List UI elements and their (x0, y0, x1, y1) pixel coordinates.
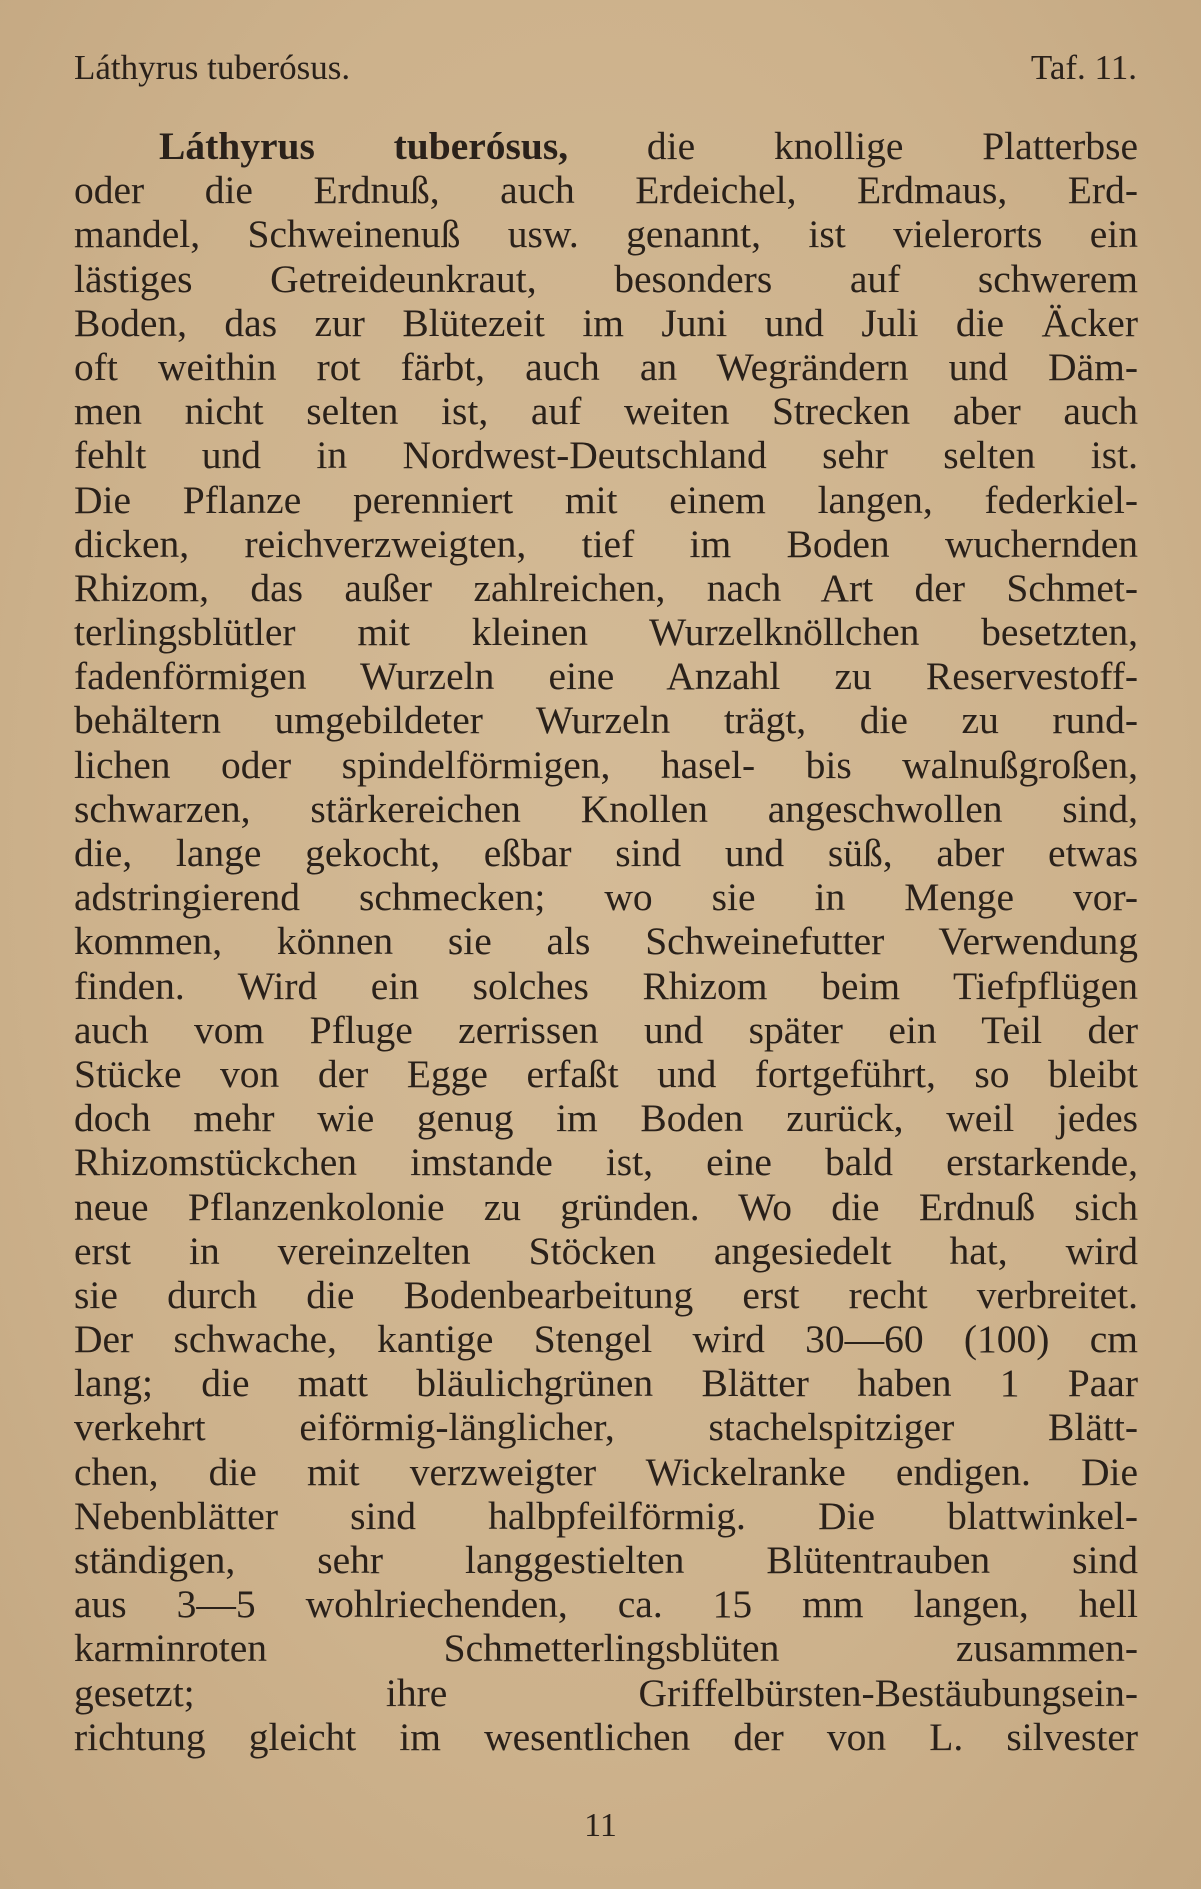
text-line: aus 3—5 wohlriechenden, ca. 15 mm langen, hell (74, 1582, 1138, 1627)
text-line: Die Pflanze perenniert mit einem langen, federkiel- (74, 477, 1138, 522)
text-line: oft weithin rot färbt, auch an Wegrändern und Däm- (74, 344, 1138, 389)
text-line: neue Pflanzenkolonie zu gründen. Wo die Erdnuß sich (74, 1184, 1138, 1229)
text-line: chen, die mit verzweigter Wickelranke endigen. Die (74, 1449, 1138, 1494)
header-species-title: Láthyrus tuberósus. (74, 48, 351, 87)
text-line: finden. Wird ein solches Rhizom beim Tiefpflügen (74, 963, 1138, 1008)
text-line: Rhizom, das außer zahlreichen, nach Art der Schmet- (74, 565, 1138, 610)
text-line: Boden, das zur Blütezeit im Juni und Juli die Äcker (74, 300, 1138, 345)
text-line: oder die Erdnuß, auch Erdeichel, Erdmaus, Erd- (74, 168, 1138, 213)
text-line: Der schwache, kantige Stengel wird 30—60 (100) cm (74, 1317, 1138, 1362)
body-text (74, 124, 1138, 1759)
text-line: mandel, Schweinenuß usw. genannt, ist vielerorts ein (74, 212, 1138, 257)
text-line: karminroten Schmetterlingsblüten zusammen- (74, 1626, 1138, 1671)
text-line: verkehrt eiförmig-länglicher, stachelspitziger Blätt- (74, 1405, 1138, 1450)
species-name-bold: Láthyrus tuberósus, (159, 124, 569, 168)
text-line: richtung gleicht im wesentlichen der von L. silvester (74, 1714, 1138, 1759)
text-line: kommen, können sie als Schweinefutter Verwendung (74, 919, 1138, 964)
text-line: fadenförmigen Wurzeln eine Anzahl zu Reservestoff- (74, 654, 1138, 699)
text-line: adstringierend schmecken; wo sie in Menge vor- (74, 875, 1138, 920)
text-line: dicken, reichverzweigten, tief im Boden wuchernden (74, 521, 1138, 566)
text-line: Stücke von der Egge erfaßt und fortgeführt, so bleibt (74, 1051, 1138, 1096)
text-line: lang; die matt bläulichgrünen Blätter haben 1 Paar (74, 1361, 1138, 1406)
text-line: ständigen, sehr langgestielten Blütentrauben sind (74, 1538, 1138, 1582)
text-line: Láthyrus tuberósus, die knollige Platterbse (159, 124, 1138, 168)
text-line: auch vom Pfluge zerrissen und später ein Teil der (74, 1007, 1138, 1052)
text-line: terlingsblütler mit kleinen Wurzelknöllchen besetzten, (74, 610, 1138, 655)
text-line: Rhizomstückchen imstande ist, eine bald erstarkende, (74, 1140, 1138, 1185)
text-line: erst in vereinzelten Stöcken angesiedelt hat, wird (74, 1228, 1138, 1273)
text-line: sie durch die Bodenbearbeitung erst recht verbreitet. (74, 1272, 1138, 1317)
text-line: lästiges Getreideunkraut, besonders auf schwerem (74, 256, 1138, 301)
text-line: behältern umgebildeter Wurzeln trägt, die zu rund- (74, 698, 1138, 743)
header-plate-number: Taf. 11. (1030, 48, 1137, 87)
page-number: 11 (584, 1807, 617, 1844)
text-line: fehlt und in Nordwest-Deutschland sehr selten ist. (74, 433, 1138, 478)
text-line: schwarzen, stärkereichen Knollen angeschwollen sind, (74, 786, 1138, 831)
running-header (74, 48, 1137, 88)
text-line: lichen oder spindelförmigen, hasel- bis walnußgroßen, (74, 742, 1138, 787)
text-line: die, lange gekocht, eßbar sind und süß, aber etwas (74, 831, 1138, 875)
text-line: Nebenblätter sind halbpfeilförmig. Die blattwinkel- (74, 1493, 1138, 1538)
text-line: gesetzt; ihre Griffelbürsten-Bestäubungsein- (74, 1670, 1138, 1715)
text-line: men nicht selten ist, auf weiten Strecken aber auch (74, 389, 1138, 434)
text-line: doch mehr wie genug im Boden zurück, weil jedes (74, 1096, 1138, 1141)
